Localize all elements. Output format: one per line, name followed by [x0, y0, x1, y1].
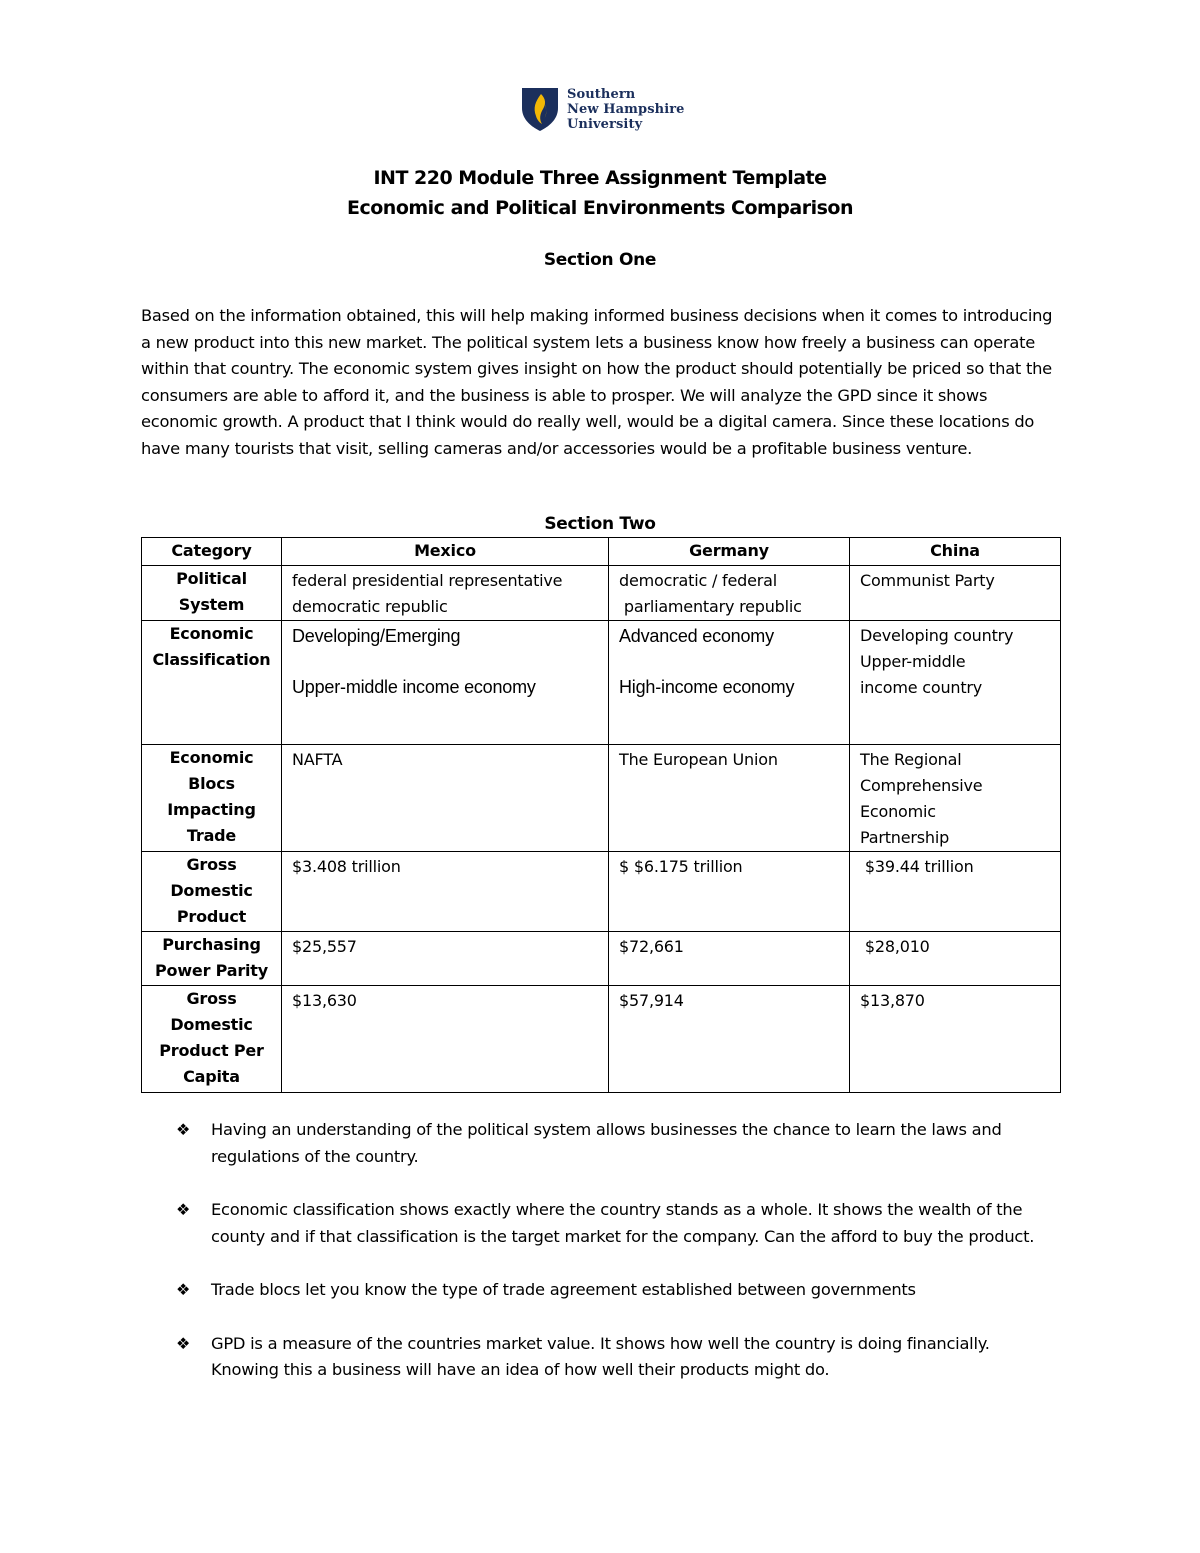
shield-flame-icon	[521, 86, 559, 132]
column-header: Mexico	[282, 538, 609, 566]
table-row	[142, 621, 1061, 745]
mexico-cell: $13,630	[282, 986, 609, 1093]
table-header-row	[142, 538, 1061, 566]
mexico-cell: $25,557	[282, 932, 609, 986]
document-title: INT 220 Module Three Assignment Template	[373, 167, 827, 189]
section-one-paragraph: Based on the information obtained, this will help making informed business decisions when it comes to introducing a new product into this new market. The political system lets a business know how freely a business can operate within that country. The economic system gives insight on how the product should potentially be priced so that the consumers are able to afford it, and the business is able to prosper. We will analyze the GPD since it shows economic growth. A product that I think would do really well, would be a digital camera. Since these locations do have many tourists that visit, selling cameras and/or accessories would be a profitable business venture.	[141, 306, 1053, 458]
category-cell: Gross Domestic Product Per Capita	[142, 986, 282, 1093]
four-diamond-bullet-icon: ❖	[176, 1280, 191, 1299]
germany-cell: $57,914	[609, 986, 850, 1093]
column-header: Germany	[609, 538, 850, 566]
china-cell: $13,870	[850, 986, 1061, 1093]
section-two-heading: Section Two	[544, 514, 656, 534]
germany-cell: $ $6.175 trillion	[609, 852, 850, 932]
column-header: Category	[142, 538, 282, 566]
germany-cell: $72,661	[609, 932, 850, 986]
category-cell: Purchasing Power Parity	[142, 932, 282, 986]
comparison-table	[141, 537, 1061, 1093]
list-item: ❖ Trade blocs let you know the type of trade agreement established between governments	[176, 1277, 1056, 1304]
category-cell: Economic Blocs Impacting Trade	[142, 745, 282, 852]
table-row	[142, 986, 1061, 1093]
table-row	[142, 566, 1061, 621]
category-cell: Political System	[142, 566, 282, 621]
university-name: Southern New Hampshire University	[567, 86, 685, 132]
four-diamond-bullet-icon: ❖	[176, 1333, 191, 1353]
china-cell: Developing country Upper-middle income country	[850, 621, 1061, 745]
category-cell: Gross Domestic Product	[142, 852, 282, 932]
china-cell: $39.44 trillion	[850, 852, 1061, 932]
germany-cell: The European Union	[609, 745, 850, 852]
four-diamond-bullet-icon: ❖	[176, 1200, 191, 1219]
category-cell: Economic Classification	[142, 621, 282, 745]
table-row	[142, 932, 1061, 986]
table-row	[142, 745, 1061, 852]
list-item: ❖ Economic classification shows exactly where the country stands as a whole. It shows the wealth of the county and if that classification is the target market for the company. Can the afford to buy the product.	[176, 1197, 1056, 1250]
section-one-heading: Section One	[543, 250, 657, 270]
table-row	[142, 852, 1061, 932]
germany-cell: democratic / federal parliamentary republic	[609, 566, 850, 621]
mexico-cell: $3.408 trillion	[282, 852, 609, 932]
university-logo	[521, 85, 685, 133]
mexico-cell: Developing/Emerging Upper-middle income economy	[282, 621, 609, 745]
column-header: China	[850, 538, 1061, 566]
germany-cell: Advanced economy High-income economy	[609, 621, 850, 745]
mexico-cell: federal presidential representative democratic republic	[282, 566, 609, 621]
china-cell: The Regional Comprehensive Economic Partnership	[850, 745, 1061, 852]
list-item: ❖ Having an understanding of the political system allows businesses the chance to learn the laws and regulations of the country.	[176, 1117, 1056, 1170]
document-subtitle: Economic and Political Environments Comparison	[347, 197, 853, 219]
china-cell: Communist Party	[850, 566, 1061, 621]
four-diamond-bullet-icon: ❖	[176, 1120, 191, 1139]
notes-list	[176, 1117, 1056, 1411]
mexico-cell: NAFTA	[282, 745, 609, 852]
list-item: ❖ GPD is a measure of the countries market value. It shows how well the country is doing financially. Knowing this a business will have an idea of how well their products might do.	[176, 1331, 1056, 1384]
china-cell: $28,010	[850, 932, 1061, 986]
